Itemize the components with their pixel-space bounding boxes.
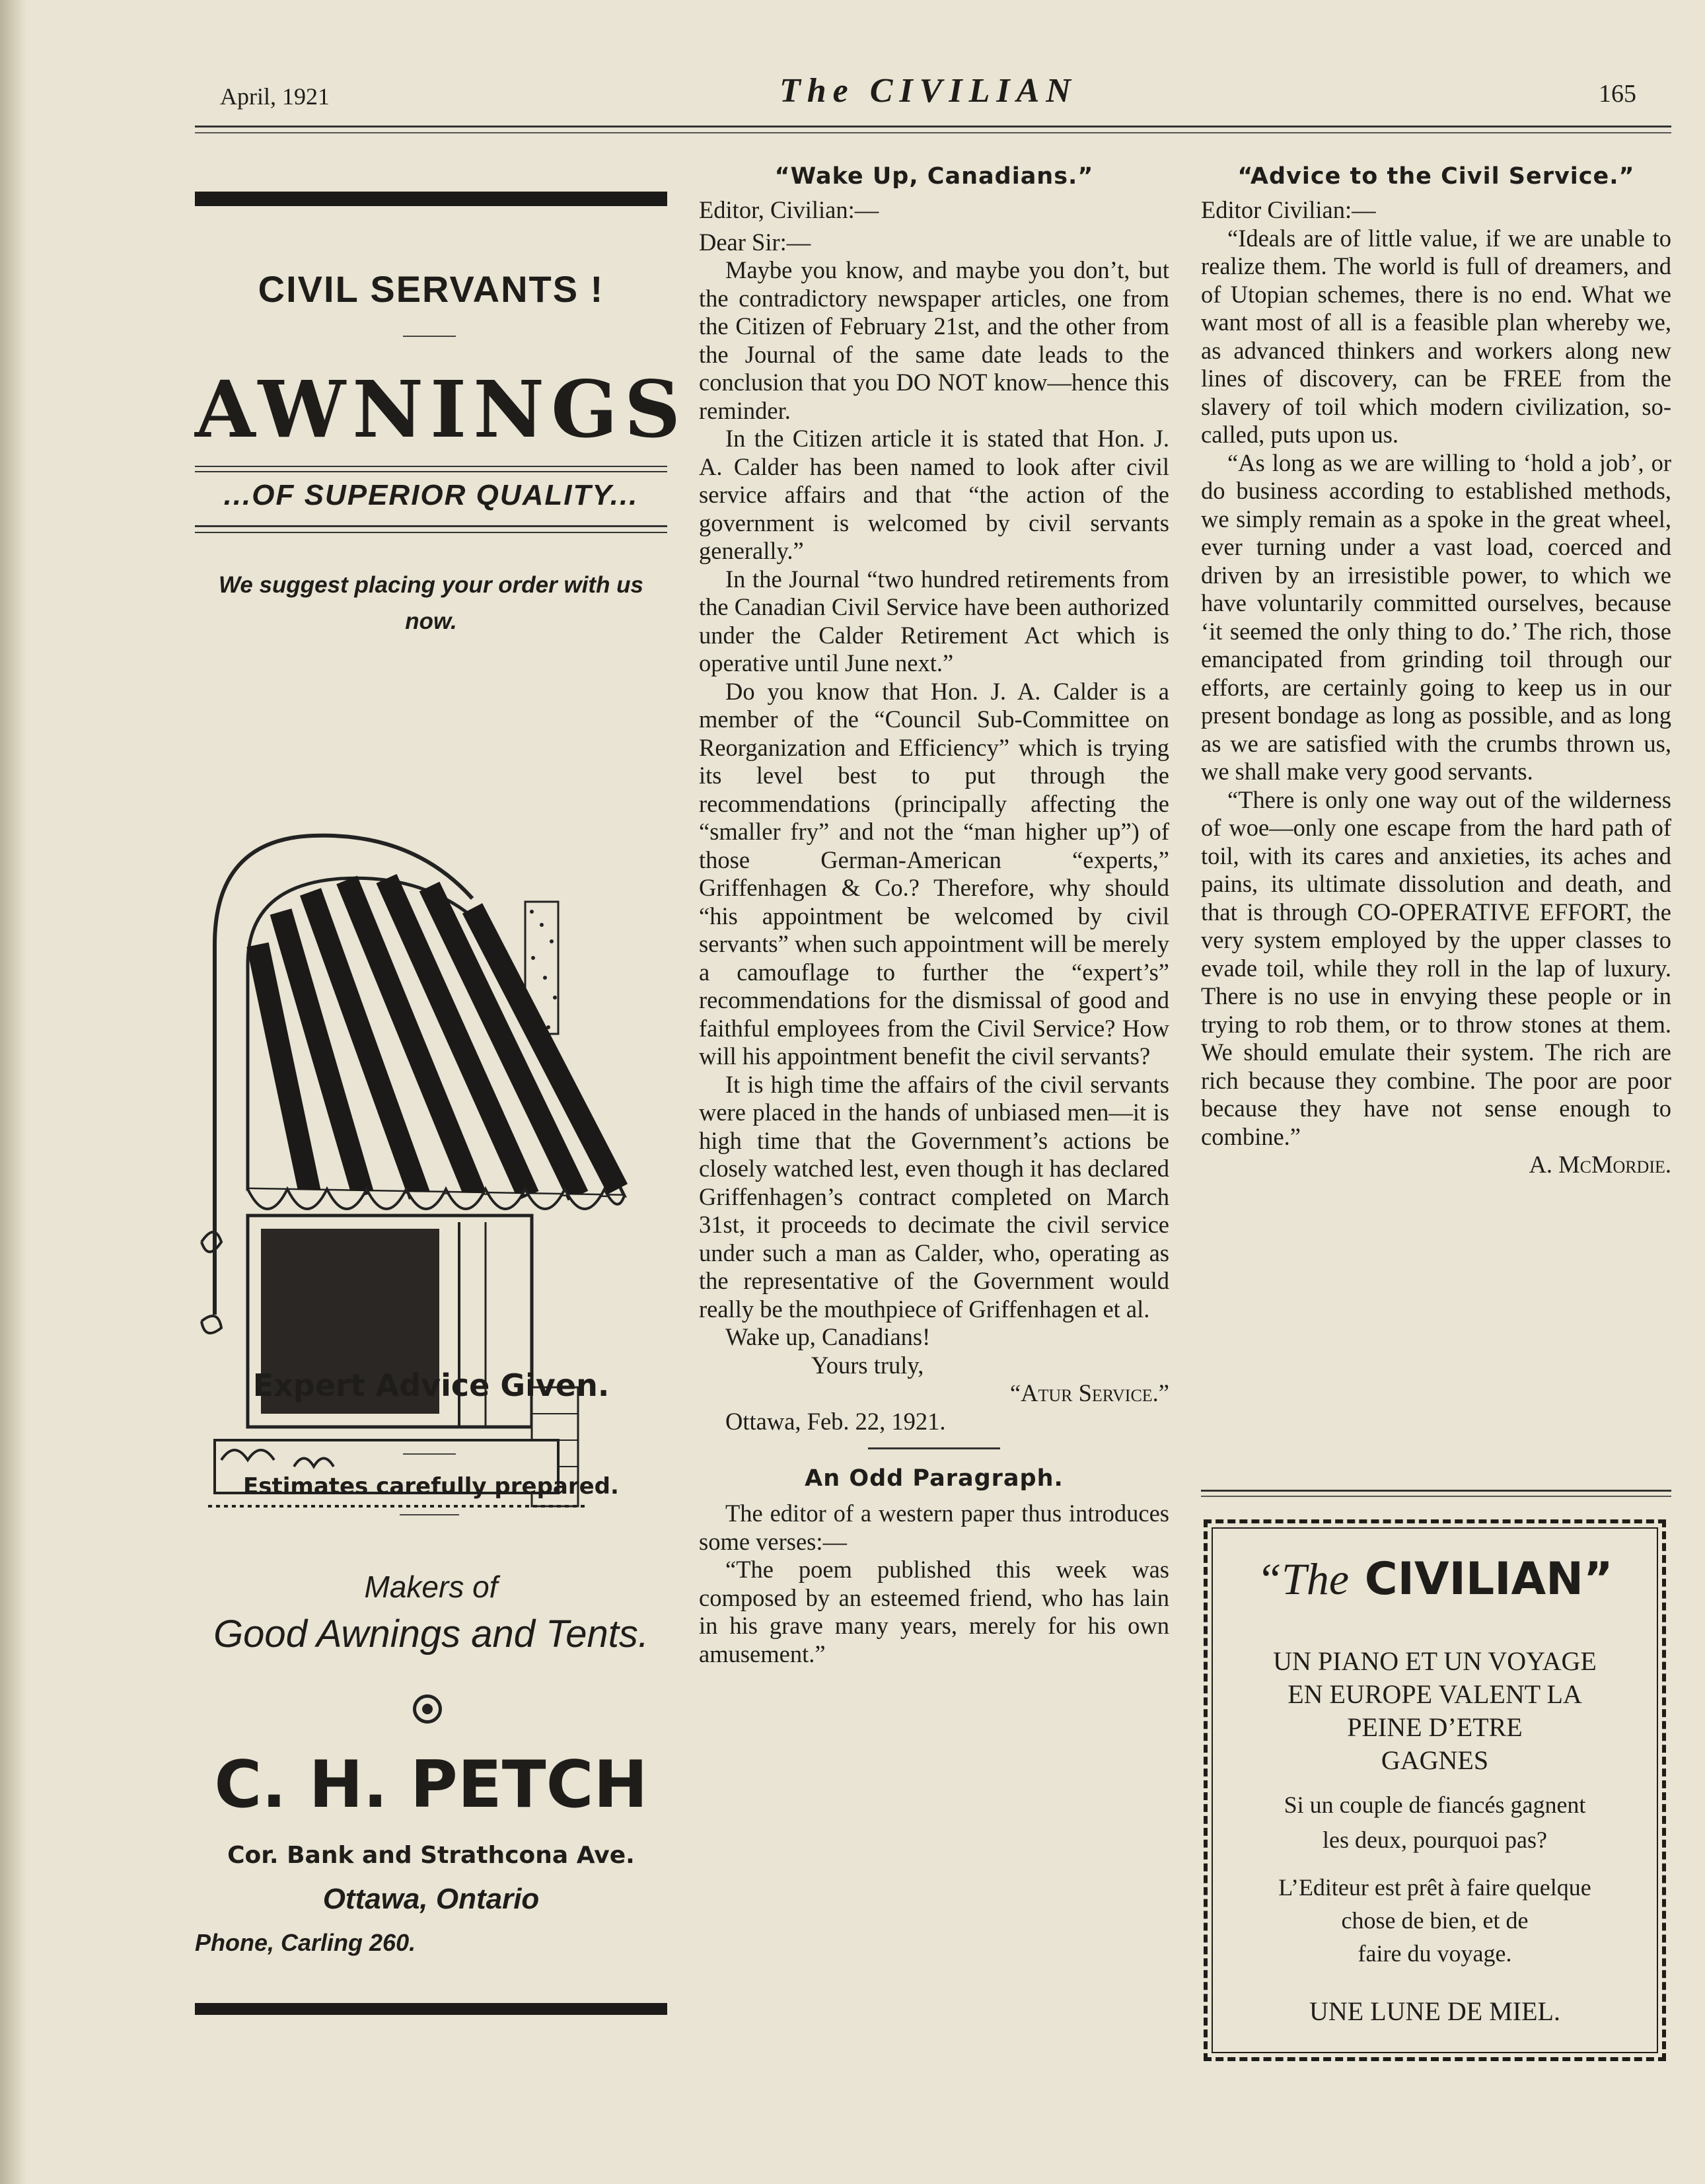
page-number: 165 (1599, 80, 1636, 108)
civilian-notice-box (1204, 1519, 1666, 2061)
ad-divider (403, 1453, 456, 1455)
ad-phone: Phone, Carling 260. (195, 1929, 416, 1956)
editor-line: Editor, Civilian:— (699, 196, 879, 223)
middle-column (699, 162, 1169, 1668)
section-divider (868, 1447, 1000, 1449)
notice-line: Si un couple de fiancés gagnent (1284, 1792, 1586, 1818)
ad-quality: ...OF SUPERIOR QUALITY... (223, 479, 639, 511)
letter-place-date: Ottawa, Feb. 22, 1921. (725, 1407, 946, 1435)
ad-product: AWNINGS (195, 363, 688, 455)
letter-paragraph: “As long as we are willing to ‘hold a job’, or do business according to established methods, we simply remain as a spoke in the great wheel, ever turning under a vast load, coerced and driven by an irresistible power, to which we have voluntarily committed ourselves, because ‘it seemed the only thing to do.’ The rich, those emancipated from grinding toil through our efforts, are certainly going to keep us in our present bondage as long as possible, and as long as we are satisfied with the crumbs thrown us, we shall make very good servants. (1201, 449, 1671, 785)
ad-divider (403, 336, 456, 337)
ad-makers: Makers of (364, 1570, 498, 1604)
header-rule (195, 126, 1671, 127)
bullet-target-icon (413, 1694, 442, 1724)
ad-rule (195, 471, 667, 472)
letter-heading: “Wake Up, Canadians.” (774, 163, 1094, 190)
ad-address: Cor. Bank and Strathcona Ave. (227, 1842, 635, 1869)
letter-paragraph: In the Journal “two hundred retirements from the Canadian Civil Service have been authorized under the Calder Retirement Act which is operative until June next.” (699, 565, 1169, 676)
letter-paragraph: Maybe you know, and maybe you don’t, but the contradictory newspaper articles, one from the Citizen of February 21st, and the other from the Journal of the same date leads to the conclusion that you DO NOT know—hence this reminder. (699, 256, 1169, 424)
notice-title-the: “The (1256, 1554, 1350, 1604)
notice-line: PEINE D’ETRE (1347, 1712, 1523, 1742)
ad-rule (195, 525, 667, 527)
salutation: Dear Sir:— (699, 228, 811, 256)
editor-line: Editor Civilian:— (1201, 196, 1376, 223)
ad-goods: Good Awnings and Tents. (213, 1613, 649, 1656)
ad-bottom-bar (195, 2003, 667, 2015)
letter-paragraph: Do you know that Hon. J. A. Calder is a member of the “Council Sub-Committee on Reorganization and Efficiency” which is trying its level best to put through the recommendations (principally affecting the “smaller fry” and not the “man higher up”) of those German-American “experts,” Griffenhagen & Co.? Therefore, why should “his appointment be welcomed by civil servants” when such appointment will be merely a camouflage to further the “expert’s” recommendations for the dismissal of good and faithful employees from the Civil Service? How will his appointment benefit the civil servants? (699, 677, 1169, 1070)
ad-headline: CIVIL SERVANTS ! (258, 268, 604, 310)
ad-suggestion: We suggest placing your order with us now. (218, 572, 644, 634)
article-paragraph: The editor of a western paper thus introduces some verses:— (699, 1500, 1169, 1555)
notice-title (1208, 1553, 1662, 1605)
ad-expert-advice: Expert Advice Given. (252, 1367, 610, 1403)
magazine-title: The CIVILIAN (780, 72, 1077, 110)
letter-paragraph: “Ideals are of little value, if we are unable to realize them. The world is full of dreamers, and of Utopian schemes, there is no end. What we want most of all is a feasible plan whereby we, as advanced thinkers and workers along new lines of discovery, can be FREE from the slavery of toil which modern civilization, so-called, puts upon us. (1201, 224, 1671, 448)
letter-closing: Yours truly, (811, 1351, 924, 1379)
ad-estimates: Estimates carefully prepared. (243, 1473, 619, 1500)
notice-line: EN EUROPE VALENT LA (1288, 1679, 1582, 1709)
letter-signature: A. McMordie. (1529, 1151, 1671, 1178)
letter-signature: “Atur Service.” (1009, 1379, 1169, 1406)
notice-line: UN PIANO ET UN VOYAGE (1273, 1646, 1597, 1676)
notice-line: UNE LUNE DE MIEL. (1309, 1996, 1560, 2026)
letter-paragraph: It is high time the affairs of the civil servants were placed in the hands of unbiased men—it is high time that the Government’s actions be closely watched lest, even though it has declared Griffenhagen’s contract completed on March 31st, it proceeds to decimate the civil service under such a man as Calder, who, operating as the representative of the Government would really be the mouthpiece of Griffenhagen et al. (699, 1070, 1169, 1323)
article-heading: An Odd Paragraph. (805, 1465, 1064, 1492)
notice-line: faire du voyage. (1358, 1940, 1512, 1967)
letter-paragraph: In the Citizen article it is stated that Hon. J. A. Calder has been named to look after civil service affairs and that “the action of the government is welcomed by civil servants generally.” (699, 425, 1169, 564)
ad-top-bar (195, 192, 667, 206)
letter-paragraph: Wake up, Canadians! (725, 1323, 931, 1350)
notice-line: chose de bien, et de (1341, 1907, 1529, 1934)
notice-line: GAGNES (1381, 1745, 1489, 1775)
notice-title-main: CIVILIAN” (1364, 1553, 1613, 1605)
box-rule (1201, 1490, 1671, 1492)
awnings-advertisement (195, 185, 688, 2035)
right-column (1201, 162, 1671, 1179)
issue-date: April, 1921 (220, 83, 330, 110)
letter-heading: “Advice to the Civil Service.” (1237, 163, 1635, 190)
box-rule (1201, 1496, 1671, 1497)
notice-line: les deux, pourquoi pas? (1323, 1827, 1547, 1853)
ad-company-name: C. H. PETCH (214, 1747, 648, 1823)
header-rule (195, 132, 1671, 133)
article-paragraph: “The poem published this week was composed by an esteemed friend, who has lain in his grave many years, merely for his own amusement.” (699, 1556, 1169, 1667)
ad-city: Ottawa, Ontario (322, 1883, 540, 1915)
ad-rule (195, 532, 667, 533)
binding-shadow (0, 0, 26, 2184)
letter-paragraph: “There is only one way out of the wilderness of woe—only one escape from the hard path of toil, with its cares and anxieties, its aches and pains, its ultimate dissolution and death, and that is through CO-OPERATIVE EFFORT, the very system employed by the upper classes to evade toil, while they roll in the lap of luxury. There is no use in envying these people or in trying to rob them, or to throw stones at them. We should emulate their system. The rich are rich because they combine. The poor are poor because they have not sense enough to combine.” (1201, 785, 1671, 1150)
notice-line: L’Editeur est prêt à faire quelque (1278, 1874, 1591, 1901)
ad-rule (195, 466, 667, 467)
ad-divider (400, 1514, 459, 1515)
